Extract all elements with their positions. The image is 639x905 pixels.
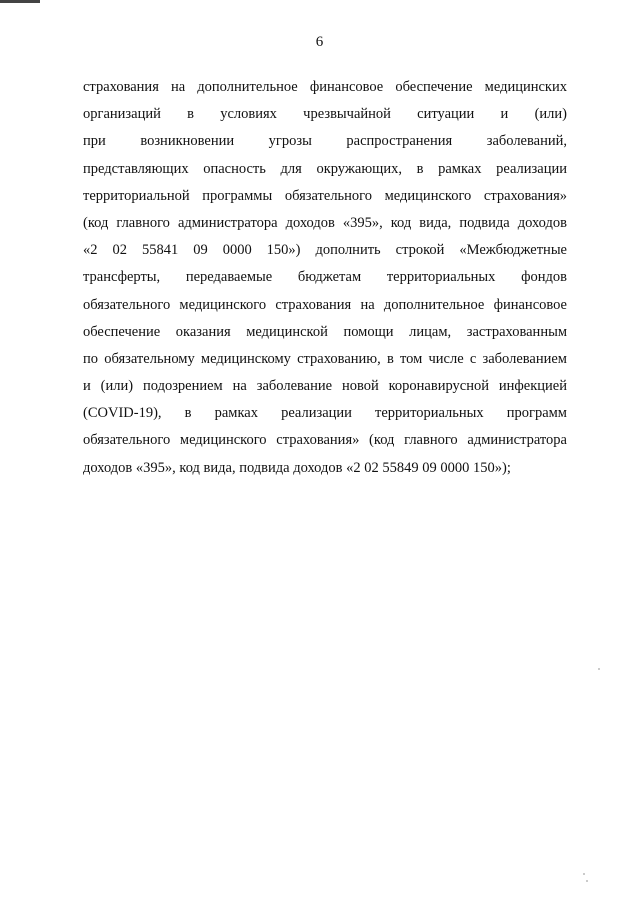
- scan-speck: [583, 873, 585, 875]
- text-line: трансферты, передаваемые бюджетам территориальных фондов: [83, 269, 567, 286]
- page-number: 6: [315, 34, 324, 50]
- text-line: страхования на дополнительное финансовое обеспечение медицинских: [83, 79, 567, 95]
- text-line: доходов «395», код вида, подвида доходов «2 02 55849 09 0000 150»);: [83, 459, 511, 476]
- text-line: и (или) подозрением на заболевание новой коронавирусной инфекцией: [83, 378, 567, 395]
- text-line: обязательного медицинского страхования на дополнительное финансовое: [83, 296, 567, 313]
- scan-edge-mark: [0, 0, 40, 3]
- text-line: «2 02 55841 09 0000 150») дополнить строкой «Межбюджетные: [83, 242, 567, 259]
- text-line: по обязательному медицинскому страхованию, в том числе с заболеванием: [83, 350, 567, 367]
- text-line: при возникновении угрозы распространения заболеваний,: [83, 133, 567, 150]
- text-line: обязательного медицинского страхования» (код главного администратора: [83, 432, 567, 449]
- text-line: обеспечение оказания медицинской помощи лицам, застрахованным: [83, 323, 567, 340]
- body-paragraph: [83, 74, 567, 482]
- text-line: (код главного администратора доходов «395», код вида, подвида доходов: [83, 214, 567, 231]
- text-line: (COVID-19), в рамках реализации территориальных программ: [83, 405, 567, 422]
- text-line: территориальной программы обязательного медицинского страхования»: [83, 187, 567, 204]
- text-line: организаций в условиях чрезвычайной ситуации и (или): [83, 106, 567, 123]
- text-line: представляющих опасность для окружающих, в рамках реализации: [83, 160, 567, 177]
- scan-speck: [586, 880, 588, 882]
- scan-speck: [598, 668, 600, 670]
